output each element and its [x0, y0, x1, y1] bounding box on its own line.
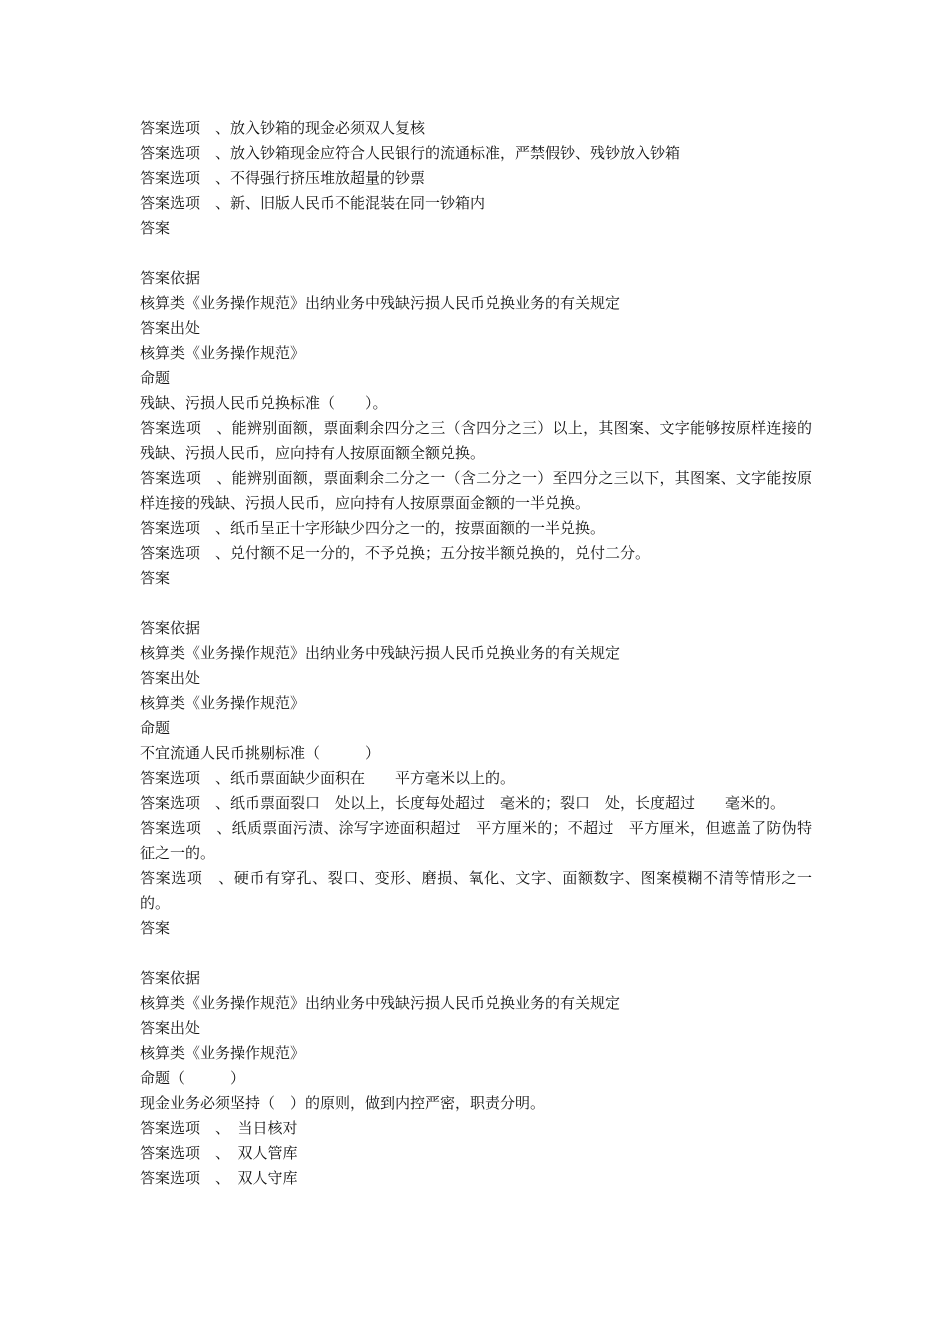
- blank-line: [140, 591, 812, 616]
- answer-label: 答案: [140, 919, 171, 937]
- option-line: 答案选项 、 当日核对: [140, 1119, 298, 1137]
- option-line: 答案选项 、 双人管库: [140, 1144, 298, 1162]
- option-line: 答案选项 、硬币有穿孔、裂口、变形、磨损、氧化、文字、面额数字、图案模糊不清等情形之一的。: [140, 869, 812, 912]
- option-line: 答案选项 、纸币票面裂口 处以上，长度每处超过 毫米的；裂口 处，长度超过 毫米的。: [140, 794, 786, 812]
- option-line: 答案选项 、放入钞箱现金应符合人民银行的流通标准，严禁假钞、残钞放入钞箱: [140, 144, 681, 162]
- source-text: 核算类《业务操作规范》: [140, 1044, 306, 1062]
- basis-label: 答案依据: [140, 269, 201, 287]
- option-line: 答案选项 、兑付额不足一分的，不予兑换；五分按半额兑换的，兑付二分。: [140, 544, 651, 562]
- question-label: 命题（ ）: [140, 1069, 246, 1087]
- question-label: 命题: [140, 369, 171, 387]
- blank-line: [140, 241, 812, 266]
- source-label: 答案出处: [140, 319, 201, 337]
- option-line: 答案选项 、能辨别面额，票面剩余四分之三（含四分之三）以上，其图案、文字能够按原样连接的残缺、污损人民币，应向持有人按原面额全额兑换。: [140, 419, 812, 462]
- question-text: 残缺、污损人民币兑换标准（ ）。: [140, 394, 388, 412]
- basis-label: 答案依据: [140, 969, 201, 987]
- basis-text: 核算类《业务操作规范》出纳业务中残缺污损人民币兑换业务的有关规定: [140, 994, 621, 1012]
- option-line: 答案选项 、纸质票面污渍、涂写字迹面积超过 平方厘米的；不超过 平方厘米，但遮盖了防伪特征之一的。: [140, 819, 812, 862]
- question-text: 现金业务必须坚持（ ）的原则，做到内控严密，职责分明。: [140, 1094, 546, 1112]
- source-label: 答案出处: [140, 669, 201, 687]
- option-line: 答案选项 、纸币呈正十字形缺少四分之一的，按票面额的一半兑换。: [140, 519, 606, 537]
- basis-text: 核算类《业务操作规范》出纳业务中残缺污损人民币兑换业务的有关规定: [140, 294, 621, 312]
- question-text: 不宜流通人民币挑剔标准（ ）: [140, 744, 381, 762]
- source-text: 核算类《业务操作规范》: [140, 694, 306, 712]
- basis-label: 答案依据: [140, 619, 201, 637]
- basis-text: 核算类《业务操作规范》出纳业务中残缺污损人民币兑换业务的有关规定: [140, 644, 621, 662]
- blank-line: [140, 941, 812, 966]
- source-text: 核算类《业务操作规范》: [140, 344, 306, 362]
- option-line: 答案选项 、 双人守库: [140, 1169, 298, 1187]
- option-line: 答案选项 、新、旧版人民币不能混装在同一钞箱内: [140, 194, 486, 212]
- document-body: [140, 116, 812, 1191]
- source-label: 答案出处: [140, 1019, 201, 1037]
- option-line: 答案选项 、不得强行挤压堆放超量的钞票: [140, 169, 426, 187]
- option-line: 答案选项 、放入钞箱的现金必须双人复核: [140, 119, 426, 137]
- option-line: 答案选项 、能辨别面额，票面剩余二分之一（含二分之一）至四分之三以下，其图案、文字能按原样连接的残缺、污损人民币，应向持有人按原票面金额的一半兑换。: [140, 469, 812, 512]
- answer-label: 答案: [140, 219, 171, 237]
- question-label: 命题: [140, 719, 171, 737]
- option-line: 答案选项 、纸币票面缺少面积在 平方毫米以上的。: [140, 769, 516, 787]
- answer-label: 答案: [140, 569, 171, 587]
